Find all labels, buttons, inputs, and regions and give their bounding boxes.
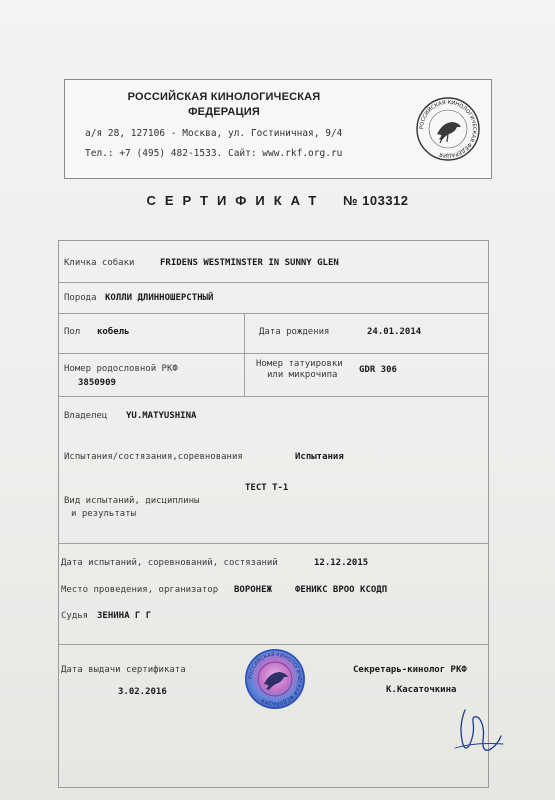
pedigree-value: 3850909 [78,378,116,388]
secretary-name: К.Касаточкина [386,685,457,695]
judge-label: Судья [61,611,89,621]
divider [59,313,488,314]
hologram-seal-icon [244,648,306,710]
certificate-number: 103312 [362,193,409,208]
venue-organizer: ФЕНИКС ВРОО КСОДП [295,585,388,595]
event-date-value: 12.12.2015 [314,558,369,568]
number-sign: № [343,193,359,208]
dog-name-value: FRIDENS WESTMINSTER IN SUNNY GLEN [160,258,339,268]
handwritten-signature [445,700,515,760]
divider [59,644,488,645]
owner-value: YU.MATYUSHINA [126,411,197,421]
svg-text:РОССИЙСКАЯ КИНОЛОГИЧЕСКАЯ ФЕДЕ: РОССИЙСКАЯ КИНОЛОГИЧЕСКАЯ ФЕДЕРАЦИЯ [418,99,478,159]
dog-name-label: Кличка собаки [64,258,135,268]
organization-name [65,90,383,120]
divider [59,543,488,544]
birth-date-value: 24.01.2014 [367,327,422,337]
tattoo-label-line-1: Номер татуировки [256,359,343,369]
org-name-line-2: ФЕДЕРАЦИЯ [188,106,260,118]
tattoo-value: GDR 306 [359,365,397,375]
certificate-title [0,193,555,208]
issue-date-value: 3.02.2016 [118,687,167,697]
discipline-label-line-1: Вид испытаний, дисциплины [64,496,200,506]
owner-label: Владелец [64,411,108,421]
svg-text:РОССИЙСКАЯ КИНОЛОГИЧЕСКАЯ ФЕДЕ: РОССИЙСКАЯ КИНОЛОГИЧЕСКАЯ ФЕДЕРАЦИЯ [247,651,303,707]
breed-label: Порода [64,293,97,303]
rkf-logo-icon [415,96,481,162]
organization-address: а/я 28, 127106 - Москва, ул. Гостиничная, 9/4 [85,128,343,139]
organization-contacts: Тел.: +7 (495) 482-1533. Сайт: www.rkf.org.ru [85,148,343,159]
column-divider [244,313,245,396]
sex-value: кобель [97,327,130,337]
sex-label: Пол [64,327,81,337]
event-type-value: Испытания [295,452,344,462]
header-box [64,79,492,179]
divider [59,396,488,397]
venue-city: ВОРОНЕЖ [234,585,272,595]
divider [59,282,488,283]
issue-date-label: Дата выдачи сертификата [61,665,186,675]
event-type-label: Испытания/состязания,соревнования [64,452,243,462]
judge-value: ЗЕНИНА Г Г [97,611,152,621]
org-name-line-1: РОССИЙСКАЯ КИНОЛОГИЧЕСКАЯ [127,91,321,103]
event-date-label: Дата испытаний, соревнований, состязаний [61,558,278,568]
pedigree-label: Номер родословной РКФ [64,364,178,374]
discipline-label-line-2: и результаты [71,509,137,519]
tattoo-label-line-2: или микрочипа [267,370,338,380]
divider [59,353,488,354]
certificate-word: СЕРТИФИКАТ [146,193,326,208]
secretary-label: Секретарь-кинолог РКФ [353,665,467,675]
test-value: ТЕСТ Т-1 [245,483,289,493]
birth-date-label: Дата рождения [259,327,330,337]
breed-value: КОЛЛИ ДЛИННОШЕРСТНЫЙ [105,293,214,303]
venue-label: Место проведения, организатор [61,585,219,595]
certificate-form [58,240,489,788]
